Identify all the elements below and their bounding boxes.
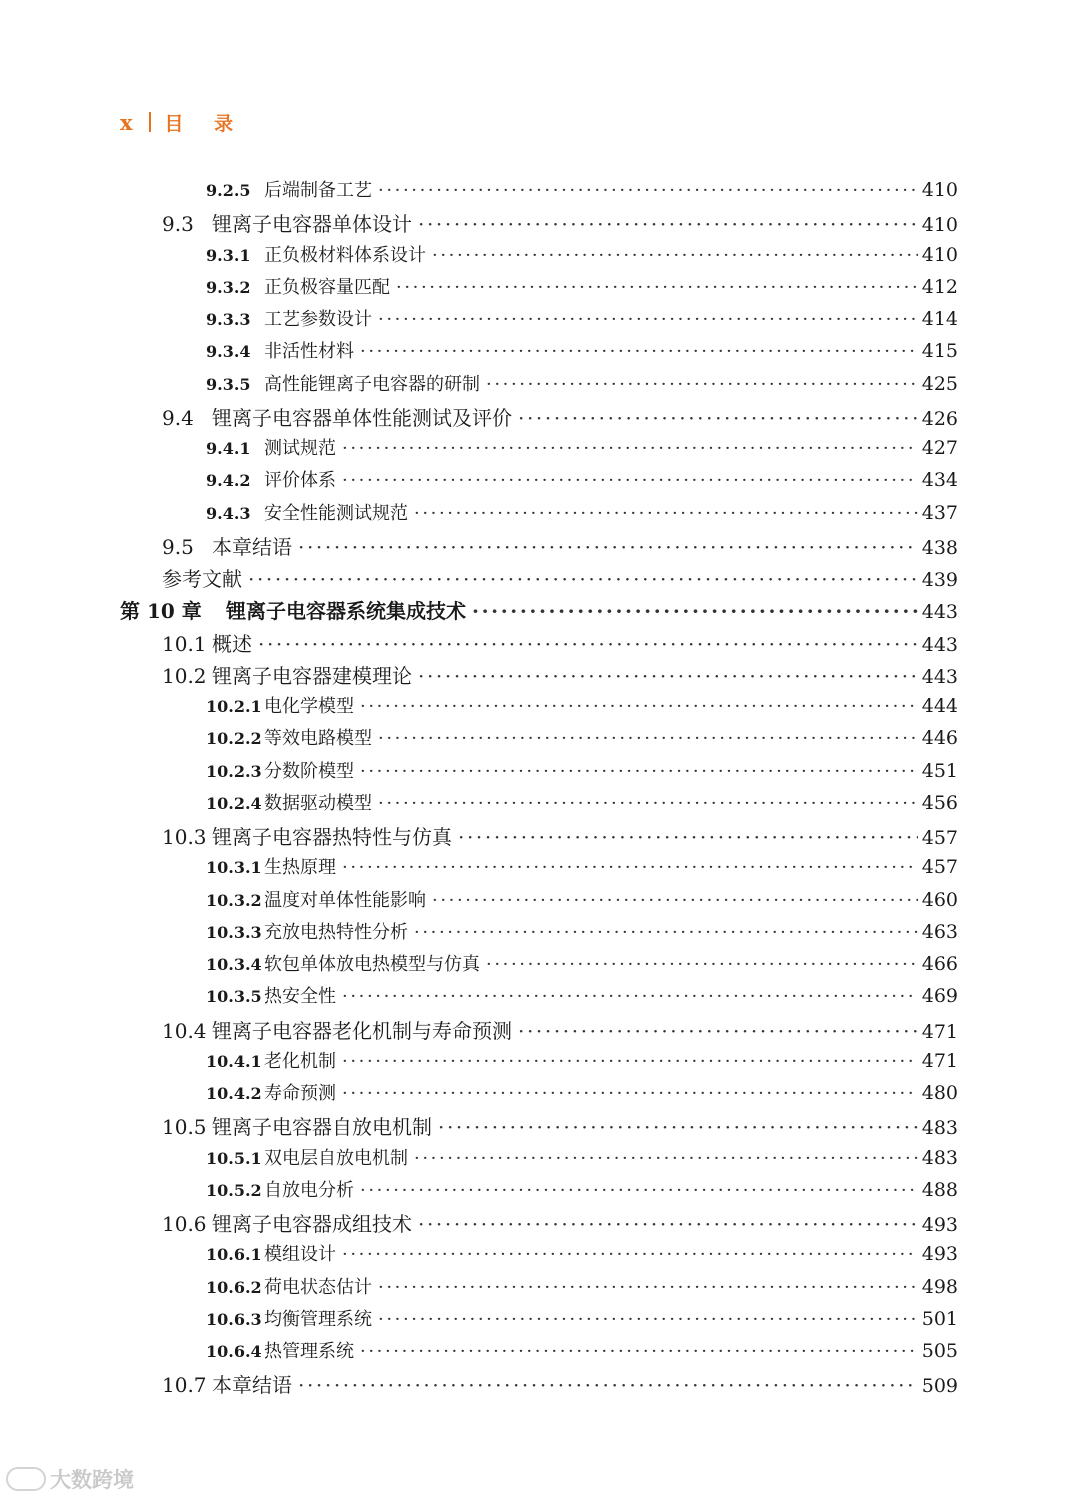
toc-entry-page: 483 — [921, 1146, 958, 1169]
toc-entry-number: 9.3.3 — [206, 310, 251, 329]
toc-entry-title: 锂离子电容器系统集成技术 — [226, 599, 466, 624]
toc-entry-number: 9.3.5 — [206, 374, 251, 394]
toc-leader-dots — [418, 212, 918, 236]
toc-entry-title: 老化机制 — [264, 1050, 336, 1072]
toc-entry[interactable] — [206, 1047, 958, 1079]
toc-entry[interactable] — [206, 1144, 958, 1176]
toc-entry-number: 10.3.2 — [206, 890, 262, 910]
toc-entry-number: 9.3 — [162, 212, 194, 237]
toc-entry-number: 10.3.1 — [206, 858, 262, 878]
toc-entry[interactable] — [206, 918, 958, 950]
toc-entry-title: 软包单体放电热模型与仿真 — [264, 954, 480, 975]
toc-entry[interactable] — [162, 1015, 958, 1047]
toc-entry-title: 安全性能测试规范 — [264, 502, 408, 524]
toc-entry-title: 荷电状态估计 — [264, 1276, 372, 1298]
toc-entry[interactable] — [120, 595, 958, 627]
running-header — [120, 106, 245, 138]
toc-entry-number: 10.3.3 — [206, 922, 262, 942]
toc-entry-title: 本章结语 — [212, 1373, 292, 1398]
toc-leader-dots — [342, 1051, 918, 1072]
watermark — [6, 1464, 134, 1494]
toc-leader-dots — [258, 632, 918, 656]
toc-entry-page: 437 — [921, 501, 958, 524]
toc-entry-number: 10.6.3 — [206, 1309, 262, 1329]
toc-entry[interactable] — [206, 757, 958, 789]
toc-entry-number: 9.5 — [162, 534, 194, 559]
toc-leader-dots — [360, 1341, 918, 1362]
header-divider — [149, 112, 151, 132]
toc-entry-number: 10.4.2 — [206, 1084, 262, 1103]
toc-entry-title: 正负极材料体系设计 — [264, 244, 426, 266]
toc-entry-page: 493 — [921, 1243, 958, 1266]
toc-entry-number: 10.6.4 — [206, 1342, 262, 1361]
toc-entry-number: 10.6.1 — [206, 1245, 262, 1265]
toc-entry[interactable] — [206, 370, 958, 402]
toc-entry-page: 505 — [921, 1340, 958, 1362]
toc-entry-title: 充放电热特性分析 — [264, 921, 408, 943]
toc-entry-page: 456 — [921, 791, 958, 814]
toc-leader-dots — [360, 761, 918, 782]
toc-leader-dots — [432, 890, 918, 911]
toc-entry-title: 本章结语 — [212, 534, 292, 559]
toc-leader-dots — [486, 954, 918, 975]
toc-entry-page: 412 — [921, 275, 958, 298]
toc-entry-number: 10.2.4 — [206, 793, 262, 813]
toc-entry-title: 锂离子电容器单体设计 — [212, 212, 412, 237]
toc-entry-title: 寿命预测 — [264, 1083, 336, 1104]
toc-leader-dots — [360, 696, 918, 717]
toc-entry-page: 427 — [921, 437, 958, 459]
toc-entry-title: 非活性材料 — [264, 341, 354, 363]
toc-leader-dots — [342, 1083, 918, 1104]
toc-entry-title: 自放电分析 — [264, 1179, 354, 1201]
toc-entry-number: 10.6 — [162, 1212, 207, 1236]
toc-leader-dots — [378, 728, 918, 749]
toc-entry[interactable] — [206, 466, 958, 498]
toc-entry-page: 457 — [921, 856, 958, 879]
header-title: 目 录 — [164, 112, 246, 135]
toc-entry[interactable] — [206, 982, 958, 1014]
toc-entry-page: 483 — [921, 1117, 958, 1140]
toc-entry-title: 模组设计 — [264, 1244, 336, 1266]
toc-entry-page: 466 — [921, 953, 958, 975]
toc-entry[interactable] — [206, 1337, 958, 1369]
toc-entry-number: 10.6.2 — [206, 1277, 262, 1297]
toc-leader-dots — [458, 825, 918, 849]
toc-leader-dots — [418, 664, 918, 688]
toc-entry-number: 第 10 章 — [120, 599, 202, 624]
toc-entry-page: 509 — [921, 1375, 958, 1398]
toc-entry-page: 410 — [921, 214, 958, 237]
toc-entry-page: 438 — [921, 536, 958, 559]
toc-entry-number: 10.2.1 — [206, 697, 262, 716]
toc-leader-dots — [486, 374, 918, 395]
toc-leader-dots — [342, 986, 918, 1007]
toc-leader-dots — [298, 535, 918, 559]
toc-entry-title: 双电层自放电机制 — [264, 1147, 408, 1169]
toc-leader-dots — [414, 503, 918, 524]
toc-entry[interactable] — [206, 273, 958, 305]
toc-entry-title: 电化学模型 — [264, 696, 354, 717]
toc-leader-dots — [378, 180, 918, 201]
toc-leader-dots — [360, 1180, 918, 1201]
toc-leader-dots — [298, 1373, 918, 1397]
toc-leader-dots — [342, 470, 918, 491]
toc-entry[interactable] — [162, 402, 958, 434]
toc-entry[interactable] — [162, 1208, 958, 1240]
toc-entry-title: 锂离子电容器热特性与仿真 — [212, 825, 452, 849]
toc-entry[interactable] — [206, 950, 958, 982]
toc-entry-page: 410 — [921, 179, 958, 201]
watermark-logo-icon — [6, 1467, 46, 1491]
toc-entry[interactable] — [162, 628, 958, 660]
toc-leader-dots — [472, 599, 918, 623]
toc-entry[interactable] — [206, 1079, 958, 1111]
toc-entry[interactable] — [206, 1176, 958, 1208]
toc-entry-title: 正负极容量匹配 — [264, 276, 390, 298]
toc-leader-dots — [414, 922, 918, 943]
toc-leader-dots — [518, 1019, 918, 1043]
toc-leader-dots — [248, 567, 918, 591]
toc-leader-dots — [414, 1148, 918, 1169]
toc-entry-title: 概述 — [212, 631, 252, 656]
toc-entry-number: 10.3.4 — [206, 955, 262, 974]
toc-leader-dots — [378, 309, 918, 330]
toc-entry-page: 439 — [921, 569, 958, 591]
toc-entry-number: 9.3.2 — [206, 277, 251, 297]
toc-entry[interactable] — [206, 853, 958, 885]
toc-entry-title: 锂离子电容器成组技术 — [212, 1212, 412, 1236]
toc-entry-number: 10.2 — [162, 663, 207, 688]
toc-entry-number: 9.2.5 — [206, 181, 251, 200]
toc-leader-dots — [418, 1212, 918, 1236]
toc-leader-dots — [342, 1244, 918, 1265]
toc-entry-number: 10.3.5 — [206, 987, 262, 1007]
toc-entry[interactable] — [206, 305, 958, 337]
toc-entry-title: 锂离子电容器建模理论 — [212, 663, 412, 688]
toc-entry-page: 426 — [921, 407, 958, 430]
toc-entry[interactable] — [206, 1273, 958, 1305]
toc-entry-title: 参考文献 — [162, 567, 242, 591]
toc-leader-dots — [342, 857, 918, 878]
toc-entry-page: 471 — [921, 1049, 958, 1072]
toc-entry-title: 高性能锂离子电容器的研制 — [264, 373, 480, 395]
toc-entry-page: 446 — [921, 727, 958, 750]
toc-entry-number: 9.4.2 — [206, 471, 251, 491]
toc-leader-dots — [378, 793, 918, 814]
toc-entry-page: 415 — [921, 340, 958, 363]
toc-entry[interactable] — [206, 724, 958, 756]
toc-entry-title: 温度对单体性能影响 — [264, 889, 426, 911]
toc-entry[interactable] — [206, 789, 958, 821]
toc-entry-number: 10.3 — [162, 825, 207, 849]
toc-entry-number: 10.4.1 — [206, 1051, 262, 1071]
toc-entry-number: 9.4.3 — [206, 503, 251, 523]
toc-entry-page: 498 — [921, 1275, 958, 1298]
toc-entry-number: 9.3.1 — [206, 245, 251, 265]
toc-entry-page: 443 — [921, 665, 958, 688]
toc-entry-number: 10.5.2 — [206, 1180, 262, 1200]
toc-entry[interactable] — [162, 563, 958, 595]
toc-entry-title: 分数阶模型 — [264, 760, 354, 782]
toc-entry[interactable] — [162, 821, 958, 853]
toc-entry[interactable] — [162, 660, 958, 692]
toc-entry-page: 469 — [921, 985, 958, 1008]
toc-entry[interactable] — [206, 241, 958, 273]
toc-entry-title: 生热原理 — [264, 857, 336, 879]
toc-entry-page: 488 — [921, 1178, 958, 1201]
toc-entry-number: 10.5.1 — [206, 1148, 262, 1168]
toc-entry-number: 10.4 — [162, 1018, 207, 1043]
toc-entry[interactable] — [162, 208, 958, 240]
toc-entry[interactable] — [206, 1240, 958, 1272]
watermark-text: 大数跨境 — [50, 1468, 134, 1492]
toc-entry-page: 501 — [921, 1307, 958, 1330]
toc-entry-number: 9.4.1 — [206, 439, 251, 458]
toc-leader-dots — [438, 1115, 918, 1139]
toc-entry-title: 后端制备工艺 — [264, 180, 372, 201]
toc-entry-title: 锂离子电容器单体性能测试及评价 — [212, 405, 512, 430]
toc-entry[interactable] — [162, 531, 958, 563]
toc-entry-number: 9.3.4 — [206, 342, 251, 362]
toc-entry-number: 10.5 — [162, 1115, 207, 1140]
toc-entry-title: 锂离子电容器自放电机制 — [212, 1115, 432, 1140]
toc-entry-number: 10.1 — [162, 631, 207, 656]
page-number: x — [120, 109, 133, 135]
toc-entry-number: 9.4 — [162, 405, 194, 430]
toc-entry[interactable] — [206, 337, 958, 369]
toc-entry-title: 评价体系 — [264, 470, 336, 492]
toc-entry-title: 均衡管理系统 — [264, 1308, 372, 1330]
toc-entry-title: 数据驱动模型 — [264, 792, 372, 814]
toc-leader-dots — [342, 438, 918, 459]
toc-entry-page: 444 — [921, 695, 958, 717]
toc-leader-dots — [396, 277, 918, 298]
toc-leader-dots — [518, 406, 918, 430]
toc-entry-number: 10.7 — [162, 1373, 207, 1398]
toc-entry-title: 热管理系统 — [264, 1341, 354, 1362]
toc-entry-page: 457 — [921, 827, 958, 849]
toc-entry[interactable] — [206, 176, 958, 208]
toc-leader-dots — [432, 245, 918, 266]
toc-entry[interactable] — [162, 1111, 958, 1143]
toc-entry-title: 热安全性 — [264, 986, 336, 1008]
toc-entry-title: 等效电路模型 — [264, 728, 372, 750]
toc-entry-page: 471 — [921, 1020, 958, 1043]
toc-entry-page: 443 — [921, 633, 958, 656]
toc-entry-title: 锂离子电容器老化机制与寿命预测 — [212, 1018, 512, 1043]
toc-entry-page: 493 — [921, 1214, 958, 1236]
toc-entry-page: 451 — [921, 759, 958, 782]
toc-entry-page: 425 — [921, 372, 958, 395]
toc-entry[interactable] — [162, 1369, 958, 1401]
toc-leader-dots — [378, 1277, 918, 1298]
toc-entry[interactable] — [206, 886, 958, 918]
toc-entry-page: 463 — [921, 920, 958, 943]
toc-leader-dots — [378, 1309, 918, 1330]
toc-entry-page: 460 — [921, 888, 958, 911]
toc-entry-page: 410 — [921, 243, 958, 266]
toc-entry-number: 10.2.2 — [206, 729, 262, 749]
toc-entry-page: 480 — [921, 1082, 958, 1104]
toc-leader-dots — [360, 341, 918, 362]
toc-entry[interactable] — [206, 434, 958, 466]
toc-entry-page: 434 — [921, 469, 958, 492]
toc-entry-page: 443 — [921, 601, 958, 624]
toc-entry-page: 414 — [921, 308, 958, 330]
toc-entry[interactable] — [206, 499, 958, 531]
toc-entry-title: 工艺参数设计 — [264, 309, 372, 330]
toc-entry[interactable] — [206, 692, 958, 724]
toc-entry[interactable] — [206, 1305, 958, 1337]
toc-entry-number: 10.2.3 — [206, 761, 262, 781]
toc-entry-title: 测试规范 — [264, 438, 336, 459]
